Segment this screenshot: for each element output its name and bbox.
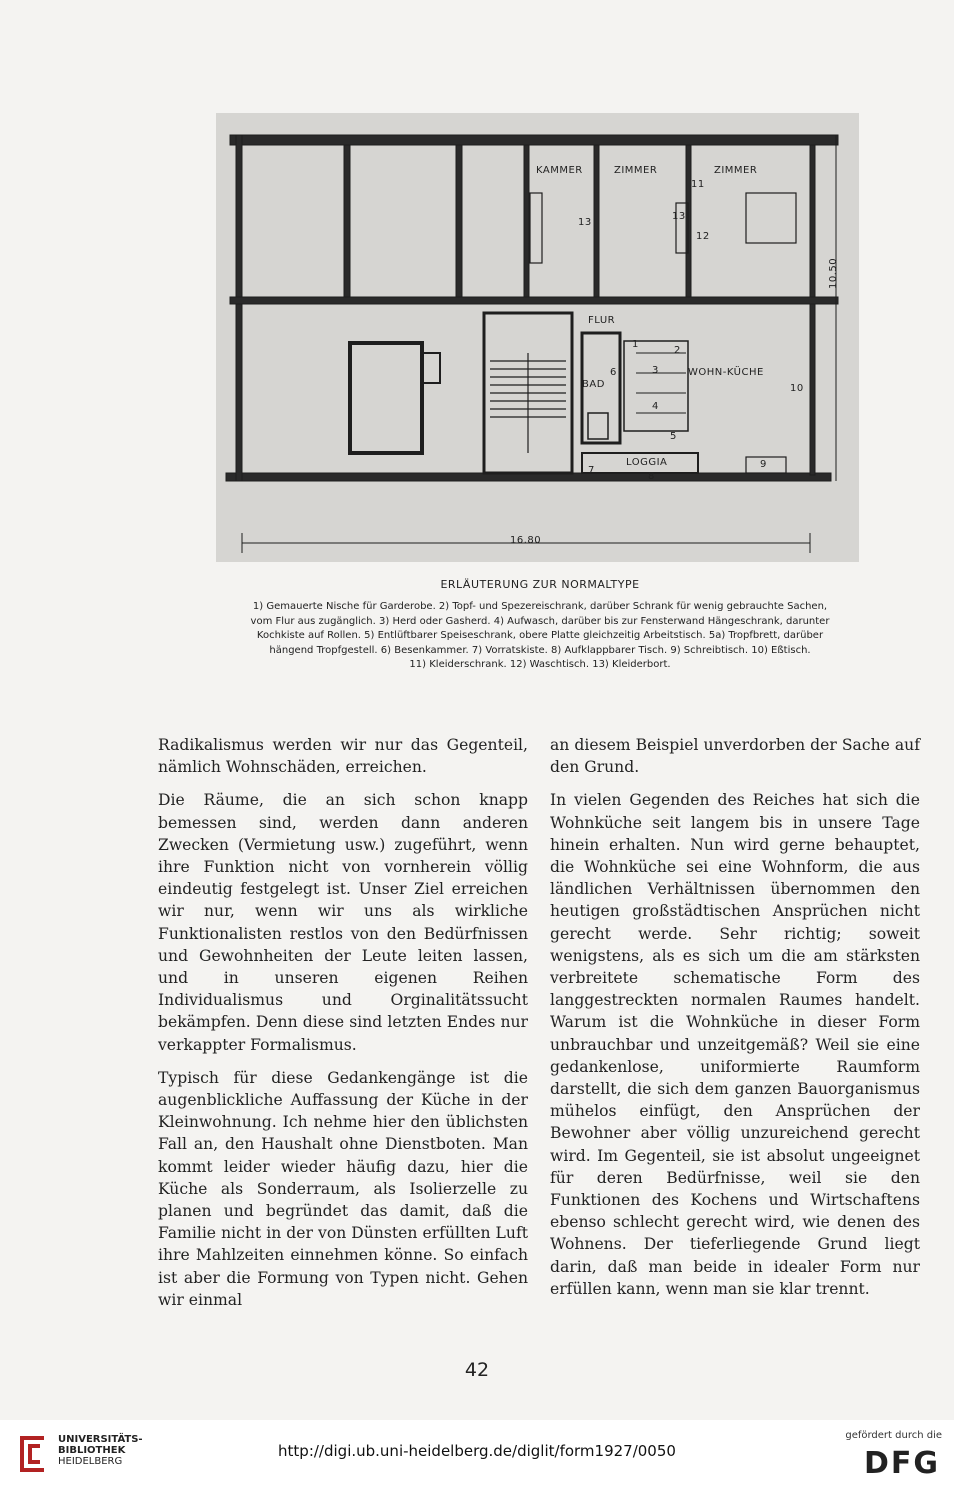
plan-number: 13 (672, 211, 686, 222)
caption-line: 1) Gemauerte Nische für Garderobe. 2) Topf- und Spezereischrank, darüber Schrank für wenig gebrauchte Sachen, (252, 601, 828, 612)
right-column (550, 734, 920, 1311)
dfg-logo: DFG (863, 1446, 940, 1481)
plan-wall (594, 145, 599, 297)
plan-label-loggia: LOGGIA (626, 457, 668, 468)
paragraph: an diesem Beispiel unverdorben der Sache auf den Grund. (550, 736, 920, 777)
plan-number: 2 (674, 345, 681, 356)
paragraph: Typisch für diese Gedankengänge ist die augenblickliche Auffassung der Küche in der Kleinwohnung. Ich nehme hier den üblichsten Fall an, den Haushalt ohne Dienstboten. Man kommt leider wieder häufig dazu, hier die Küche als Sonderraum, als Isolierzelle zu planen und begründet das damit, daß die Familie nicht in der von Dünsten erfüllten Luft ihre Mahlzeiten einnehmen könne. So einfach ist aber die Formung von Typen nicht. Gehen wir einmal (158, 1068, 528, 1309)
caption-title: ERLÄUTERUNG ZUR NORMALTYPE (440, 578, 640, 591)
caption-line: vom Flur aus zugänglich. 3) Herd oder Gasherd. 4) Aufwasch, darüber bis zur Fensterwand Hängeschrank, darunter (250, 615, 830, 627)
plan-wall (456, 145, 462, 297)
plan-number: 10 (790, 383, 804, 394)
plan-wall (810, 145, 815, 475)
plan-label-bad: BAD (582, 379, 605, 390)
left-column (158, 734, 528, 1322)
library-line: BIBLIOTHEK (58, 1445, 126, 1456)
plan-wall (230, 135, 838, 145)
source-url[interactable]: http://digi.ub.uni-heidelberg.de/diglit/form1927/0050 (278, 1442, 676, 1460)
plan-label-wohnkueche: WOHN-KÜCHE (688, 367, 764, 378)
paragraph: In vielen Gegenden des Reiches hat sich die Wohnküche seit langem bis in unsere Tage hinein erhalten. Nun wird gerne behauptet, die Wohnküche sei eine Wohnform, die aus ländlichen Verhältnissen übernommen den heutigen großstädtischen Ansprüchen nicht gerecht werde. Sehr richtig; soweit wenigstens, als es sich um die am stärksten verbreitete schematische Form des langgestreckten normalen Raumes handelt. Warum ist die Wohnküche in dieser Form unbrauchbar und unzeitgemäß? Weil sie eine gedankenlose, uniformierte Raumform darstellt, die sich dem ganzen Bauorganismus mühelos einfügt, den Ansprüchen der Bewohner aber völlig unzureichend gerecht wird. Im Gegenteil, sie ist absolut ungeeignet für deren Bedürfnisse, weil sie den Funktionen des Kochens und Wirtschaftens ebenso schlecht gerecht wird, wie denen des Wohnens. Der tieferliegende Grund liegt darin, daß man beide in idealer Form nur erfüllen kann, wenn man sie klar trennt. (550, 791, 920, 1298)
plan-label-kammer: KAMMER (536, 165, 583, 176)
floor-plan-figure (216, 113, 859, 562)
paragraph: Radikalismus werden wir nur das Gegenteil, nämlich Wohnschäden, erreichen. (158, 736, 528, 777)
plan-number: 8 (648, 471, 655, 482)
plan-label-zimmer: ZIMMER (614, 165, 658, 176)
plan-wall (230, 297, 838, 304)
floor-plan-drawing (216, 113, 859, 562)
caption-line: 11) Kleiderschrank. 12) Waschtisch. 13) Kleiderbort. (409, 659, 671, 671)
plan-number: 13 (578, 217, 592, 228)
plan-number: 4 (652, 401, 659, 412)
library-line: HEIDELBERG (58, 1456, 123, 1467)
caption-line: Kochkiste auf Rollen. 5) Entlüftbarer Speiseschrank, obere Platte gleichzeitig Arbeitstisch. 5a) Tropfbrett, darüber (256, 630, 824, 642)
page-number: 42 (464, 1359, 490, 1381)
funded-by-label: gefördert durch die (845, 1430, 942, 1441)
plan-number: 5 (670, 431, 677, 442)
plan-number: 1 (632, 339, 639, 350)
plan-number: 9 (760, 459, 767, 470)
footer (0, 1420, 954, 1495)
plan-wall (524, 145, 529, 297)
plan-number: 12 (696, 231, 710, 242)
plan-wall (236, 135, 242, 481)
plan-number: 7 (588, 465, 595, 476)
caption-line: hängend Tropfgestell. 6) Besenkammer. 7) Vorratskiste. 8) Aufklappbarer Tisch. 9) Schreibtisch. 10) Eßtisch. (269, 644, 811, 656)
plan-room (350, 343, 422, 453)
paragraph: Die Räume, die an sich schon knapp bemessen sind, werden dann anderen Zwecken (Vermietung usw.) zugeführt, wenn ihre Funktion nicht von vornherein völlig eindeutig festgelegt ist. Unser Ziel erreichen wir nur, wenn wir uns als wirkliche Funktionalisten restlos von den Bedürfnissen und Gewohnheiten der Leute leiten lassen, und in unseren eigenen Reihen Individualismus und Orginalitätssucht bekämpfen. Denn diese sind letzten Endes nur verkappter Formalismus. (158, 791, 528, 1054)
plan-number: 3 (652, 365, 659, 376)
plan-label-flur: FLUR (588, 315, 616, 326)
plan-label-zimmer: ZIMMER (714, 165, 758, 176)
plan-number: 11 (691, 179, 705, 190)
plan-dimension-width: 16.80 (510, 535, 542, 546)
plan-number: 6 (610, 367, 617, 378)
caption-body (158, 600, 922, 673)
plan-dimension-depth: 10.50 (828, 257, 839, 289)
plan-wall (344, 145, 350, 297)
library-line: UNIVERSITÄTS- (58, 1434, 143, 1445)
